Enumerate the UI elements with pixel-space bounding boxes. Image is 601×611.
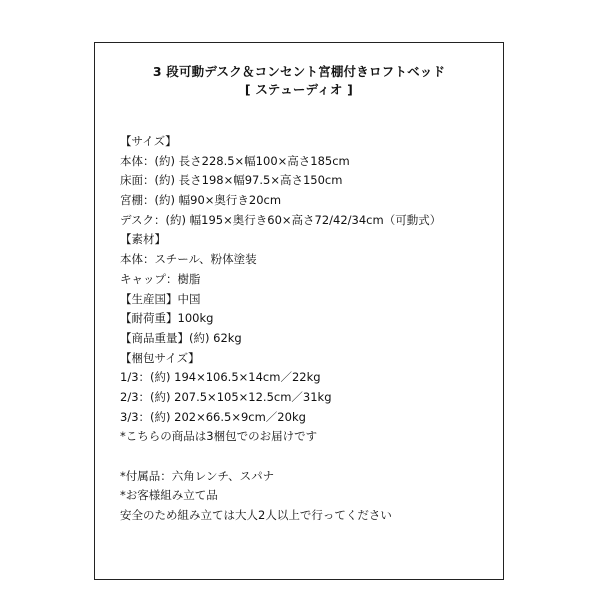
spec-line: 【サイズ】 (120, 134, 177, 148)
spec-line: *こちらの商品は3梱包でのお届けです (120, 429, 318, 444)
spec-line: 【商品重量】(約) 62kg (120, 330, 242, 345)
spec-line: *お客様組み立て品 (120, 488, 218, 503)
title-block (95, 63, 503, 99)
spec-line: 【耐荷重】100kg (120, 311, 214, 326)
spec-line: キャップ：樹脂 (120, 271, 201, 286)
spec-line: 【生産国】中国 (120, 291, 201, 306)
spacer-line (120, 447, 441, 467)
product-subtitle: [ ステューディオ ] (244, 82, 354, 97)
product-title: 3 段可動デスク＆コンセント宮棚付きロフトベッド (152, 64, 446, 79)
spec-line: 床面：(約) 長さ198×幅97.5×高さ150cm (120, 173, 343, 188)
spec-line: 1/3：(約) 194×106.5×14cm／22kg (120, 370, 321, 385)
spec-line: 安全のため組み立ては大人2人以上で行ってください (120, 508, 392, 523)
spec-line: デスク：(約) 幅195×奥行き60×高さ72/42/34cm（可動式） (120, 212, 442, 227)
spec-list (120, 132, 441, 526)
spec-line: 【梱包サイズ】 (120, 350, 200, 365)
spec-card (94, 42, 504, 580)
spec-line: 2/3：(約) 207.5×105×12.5cm／31kg (120, 389, 332, 404)
spec-line: 【素材】 (120, 232, 166, 247)
spec-line: 3/3：(約) 202×66.5×9cm／20kg (120, 409, 306, 424)
spec-line: 宮棚：(約) 幅90×奥行き20cm (120, 193, 282, 208)
spec-line: 本体：(約) 長さ228.5×幅100×高さ185cm (120, 153, 350, 168)
spec-line: *付属品：六角レンチ、スパナ (120, 468, 275, 483)
spec-line: 本体：スチール、粉体塗装 (120, 252, 257, 267)
